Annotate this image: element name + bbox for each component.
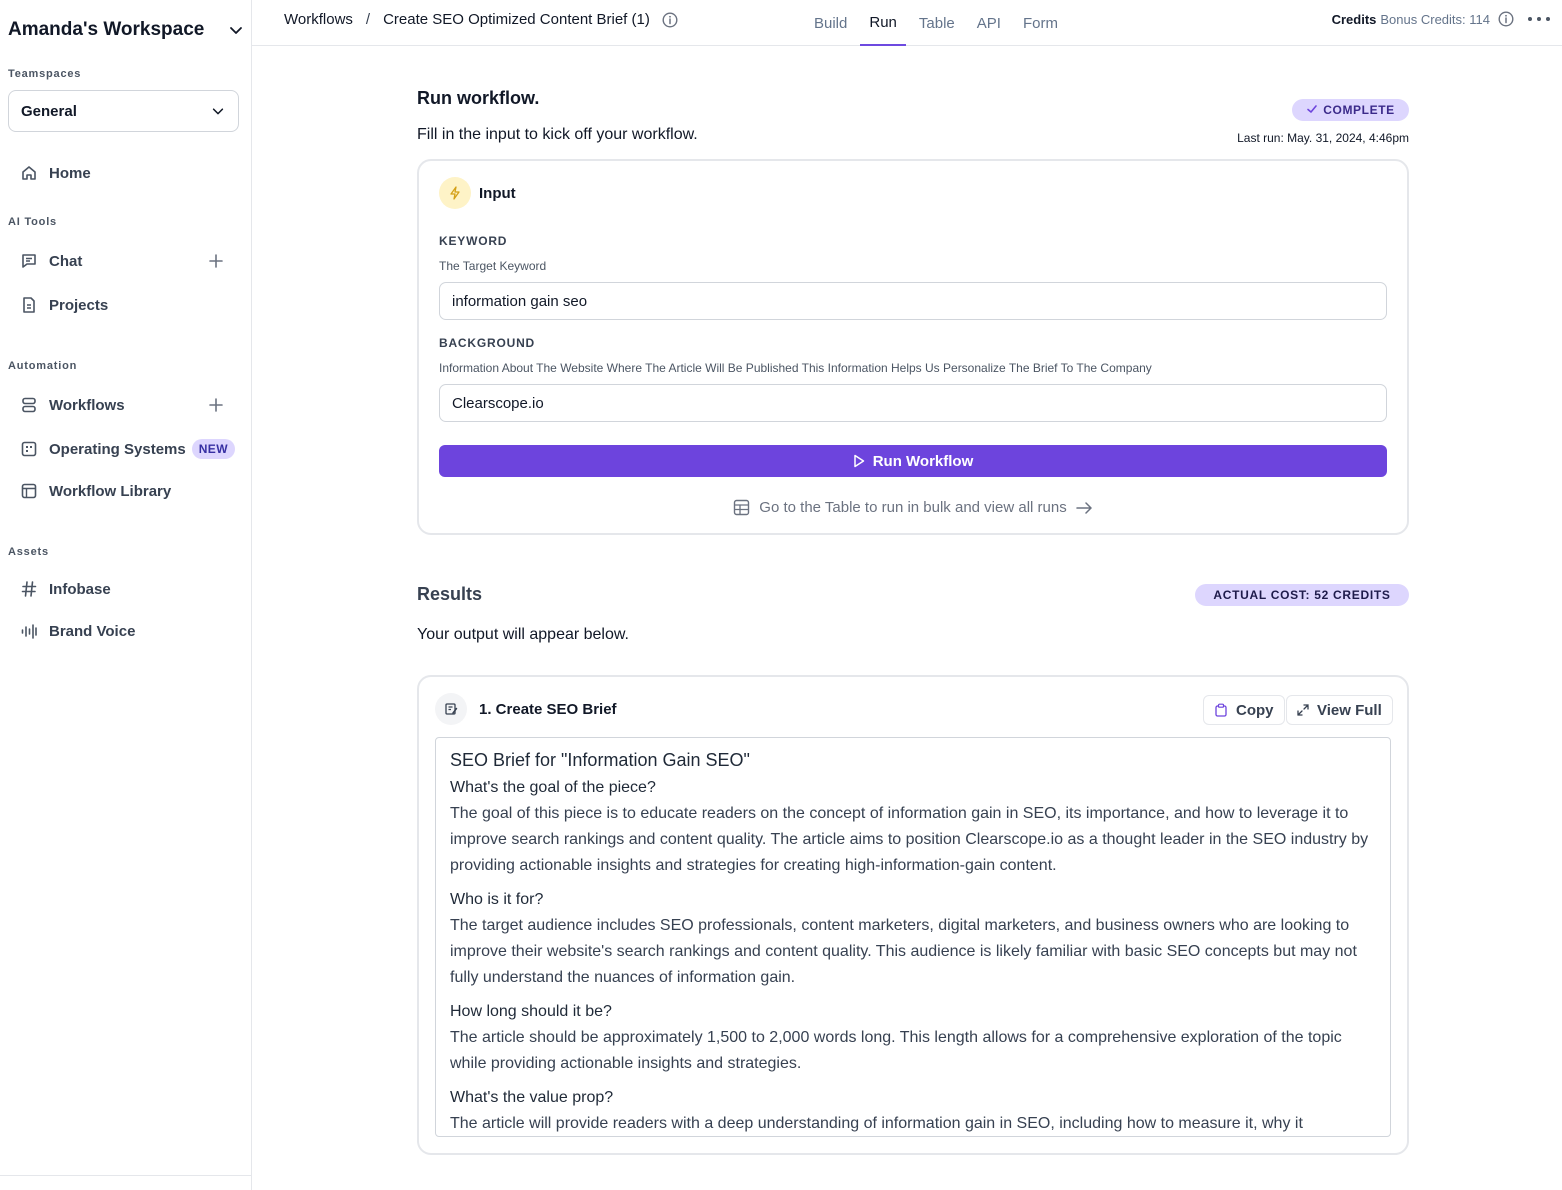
more-options-icon[interactable] xyxy=(1528,17,1550,21)
expand-icon xyxy=(1297,704,1309,716)
sidebar-item-brand-voice[interactable] xyxy=(8,613,239,649)
keyword-label: KEYWORD xyxy=(439,234,508,248)
sidebar-item-label: Chat xyxy=(49,252,83,270)
tab-build[interactable]: Build xyxy=(814,14,848,32)
run-title: Run workflow. xyxy=(417,88,540,108)
top-bar xyxy=(252,0,1562,46)
audio-bars-icon xyxy=(20,622,38,640)
run-subtitle: Fill in the input to kick off your workflow. xyxy=(417,126,698,143)
background-label: BACKGROUND xyxy=(439,336,535,350)
chevron-down-icon xyxy=(228,22,244,38)
copy-button[interactable] xyxy=(1203,695,1285,725)
output-section-question: Who is it for? xyxy=(450,891,544,908)
info-icon[interactable] xyxy=(1498,11,1514,27)
sidebar-item-label: Workflows xyxy=(49,396,125,414)
workspace-switcher[interactable] xyxy=(8,16,244,44)
tab-form[interactable]: Form xyxy=(1022,14,1058,32)
new-badge: NEW xyxy=(192,439,235,459)
run-workflow-button[interactable] xyxy=(439,445,1387,477)
ai-tools-label: AI Tools xyxy=(8,216,57,228)
view-full-label: View Full xyxy=(1317,701,1382,719)
tab-api[interactable]: API xyxy=(976,14,1001,32)
sidebar-item-label: Infobase xyxy=(49,580,111,598)
sidebar-item-workflows[interactable] xyxy=(8,387,239,423)
output-section-answer: The article will provide readers with a deep understanding of information gain in SEO, including how to measure it, why it xyxy=(450,1115,1303,1132)
background-input[interactable] xyxy=(439,384,1387,422)
workflow-tabs xyxy=(805,0,1071,46)
keyword-description: The Target Keyword xyxy=(439,259,547,273)
bonus-credits: Bonus Credits: 114 xyxy=(1380,11,1490,27)
copy-label: Copy xyxy=(1236,701,1274,719)
chat-icon xyxy=(20,252,38,270)
table-icon xyxy=(733,499,750,516)
breadcrumb-workflows-link[interactable]: Workflows xyxy=(284,11,353,28)
sidebar-item-label: Home xyxy=(49,164,91,182)
breadcrumb xyxy=(284,11,678,28)
sidebar-item-projects[interactable] xyxy=(8,287,239,323)
output-section-answer: The article should be approximately 1,500 to 2,000 words long. This length allows for a comprehensive exploration of the topic while providing actionable insights and strategies. xyxy=(450,1029,1342,1072)
sidebar-item-label: Brand Voice xyxy=(49,622,136,640)
hash-icon xyxy=(20,580,38,598)
input-header xyxy=(439,177,516,209)
sidebar-item-workflow-library[interactable] xyxy=(8,473,239,509)
input-card xyxy=(417,159,1409,535)
cost-badge: ACTUAL COST: 52 CREDITS xyxy=(1195,584,1409,606)
status-text: COMPLETE xyxy=(1323,103,1395,117)
results-title: Results xyxy=(417,584,483,604)
assets-label: Assets xyxy=(8,546,49,558)
sidebar xyxy=(0,0,252,1190)
teamspace-select[interactable] xyxy=(8,90,239,132)
result-card xyxy=(417,675,1409,1155)
info-icon[interactable] xyxy=(662,12,678,28)
sidebar-item-home[interactable] xyxy=(8,155,239,191)
last-run-timestamp: Last run: May. 31, 2024, 4:46pm xyxy=(1237,131,1409,145)
output-section-question: What's the goal of the piece? xyxy=(450,779,656,796)
results-subtitle: Your output will appear below. xyxy=(417,626,629,643)
add-workflow-icon[interactable] xyxy=(207,396,225,414)
background-description: Information About The Website Where The Article Will Be Published This Information Helps Us Personalize The Brief To The Company xyxy=(439,361,1152,375)
output-section-question: What's the value prop? xyxy=(450,1089,614,1106)
breadcrumb-current: Create SEO Optimized Content Brief (1) xyxy=(383,11,650,28)
run-workflow-label: Run Workflow xyxy=(872,452,974,470)
document-icon xyxy=(20,296,38,314)
sidebar-item-label: Workflow Library xyxy=(49,482,172,500)
edit-document-icon xyxy=(435,693,467,725)
sidebar-item-infobase[interactable] xyxy=(8,571,239,607)
output-section-answer: The goal of this piece is to educate readers on the concept of information gain in SEO, its importance, and how to leverage it to improve search rankings and content quality. The article aims to position Clearscope.io as a thought leader in the SEO industry by providing actionable insights and strategies for creating high-information-gain content. xyxy=(450,805,1369,874)
check-icon xyxy=(1306,103,1318,118)
home-icon xyxy=(20,164,38,182)
go-to-table-text: Go to the Table to run in bulk and view all runs xyxy=(759,499,1067,516)
grid-icon xyxy=(20,440,38,458)
result-header xyxy=(435,693,617,725)
sidebar-item-operating-systems[interactable] xyxy=(8,431,239,467)
status-badge xyxy=(1292,99,1409,121)
tab-run[interactable]: Run xyxy=(860,0,906,46)
step-title: 1. Create SEO Brief xyxy=(479,700,617,718)
view-full-button[interactable] xyxy=(1286,695,1393,725)
workspace-title: Amanda's Workspace xyxy=(8,19,205,40)
library-icon xyxy=(20,482,38,500)
tab-table[interactable]: Table xyxy=(918,14,955,32)
chevron-down-icon xyxy=(210,103,226,119)
sidebar-item-chat[interactable] xyxy=(8,243,239,279)
output-heading: SEO Brief for "Information Gain SEO" xyxy=(450,750,750,770)
credits-label: Credits xyxy=(1331,11,1377,27)
workflow-icon xyxy=(20,396,38,414)
teamspace-selected: General xyxy=(21,102,77,120)
arrow-right-icon xyxy=(1076,501,1093,515)
automation-label: Automation xyxy=(8,360,78,372)
go-to-table-link[interactable] xyxy=(419,499,1407,516)
lightning-icon xyxy=(439,177,471,209)
output-section-question: How long should it be? xyxy=(450,1003,612,1020)
clipboard-icon xyxy=(1214,703,1228,717)
input-heading: Input xyxy=(479,184,516,202)
output-content[interactable] xyxy=(435,737,1391,1137)
teamspaces-label: Teamspaces xyxy=(8,68,82,80)
sidebar-item-label: Operating Systems xyxy=(49,440,186,458)
add-chat-icon[interactable] xyxy=(207,252,225,270)
keyword-input[interactable] xyxy=(439,282,1387,320)
sidebar-divider xyxy=(0,1175,251,1176)
play-icon xyxy=(853,454,865,468)
breadcrumb-separator: / xyxy=(365,11,371,28)
credits-area xyxy=(1332,11,1550,27)
sidebar-item-label: Projects xyxy=(49,296,109,314)
output-section-answer: The target audience includes SEO professionals, content marketers, digital marketers, and business owners who are looking to improve their website's search rankings and content quality. This audience is likely familiar with basic SEO concepts but may not fully understand the nuances of information gain. xyxy=(450,917,1357,986)
